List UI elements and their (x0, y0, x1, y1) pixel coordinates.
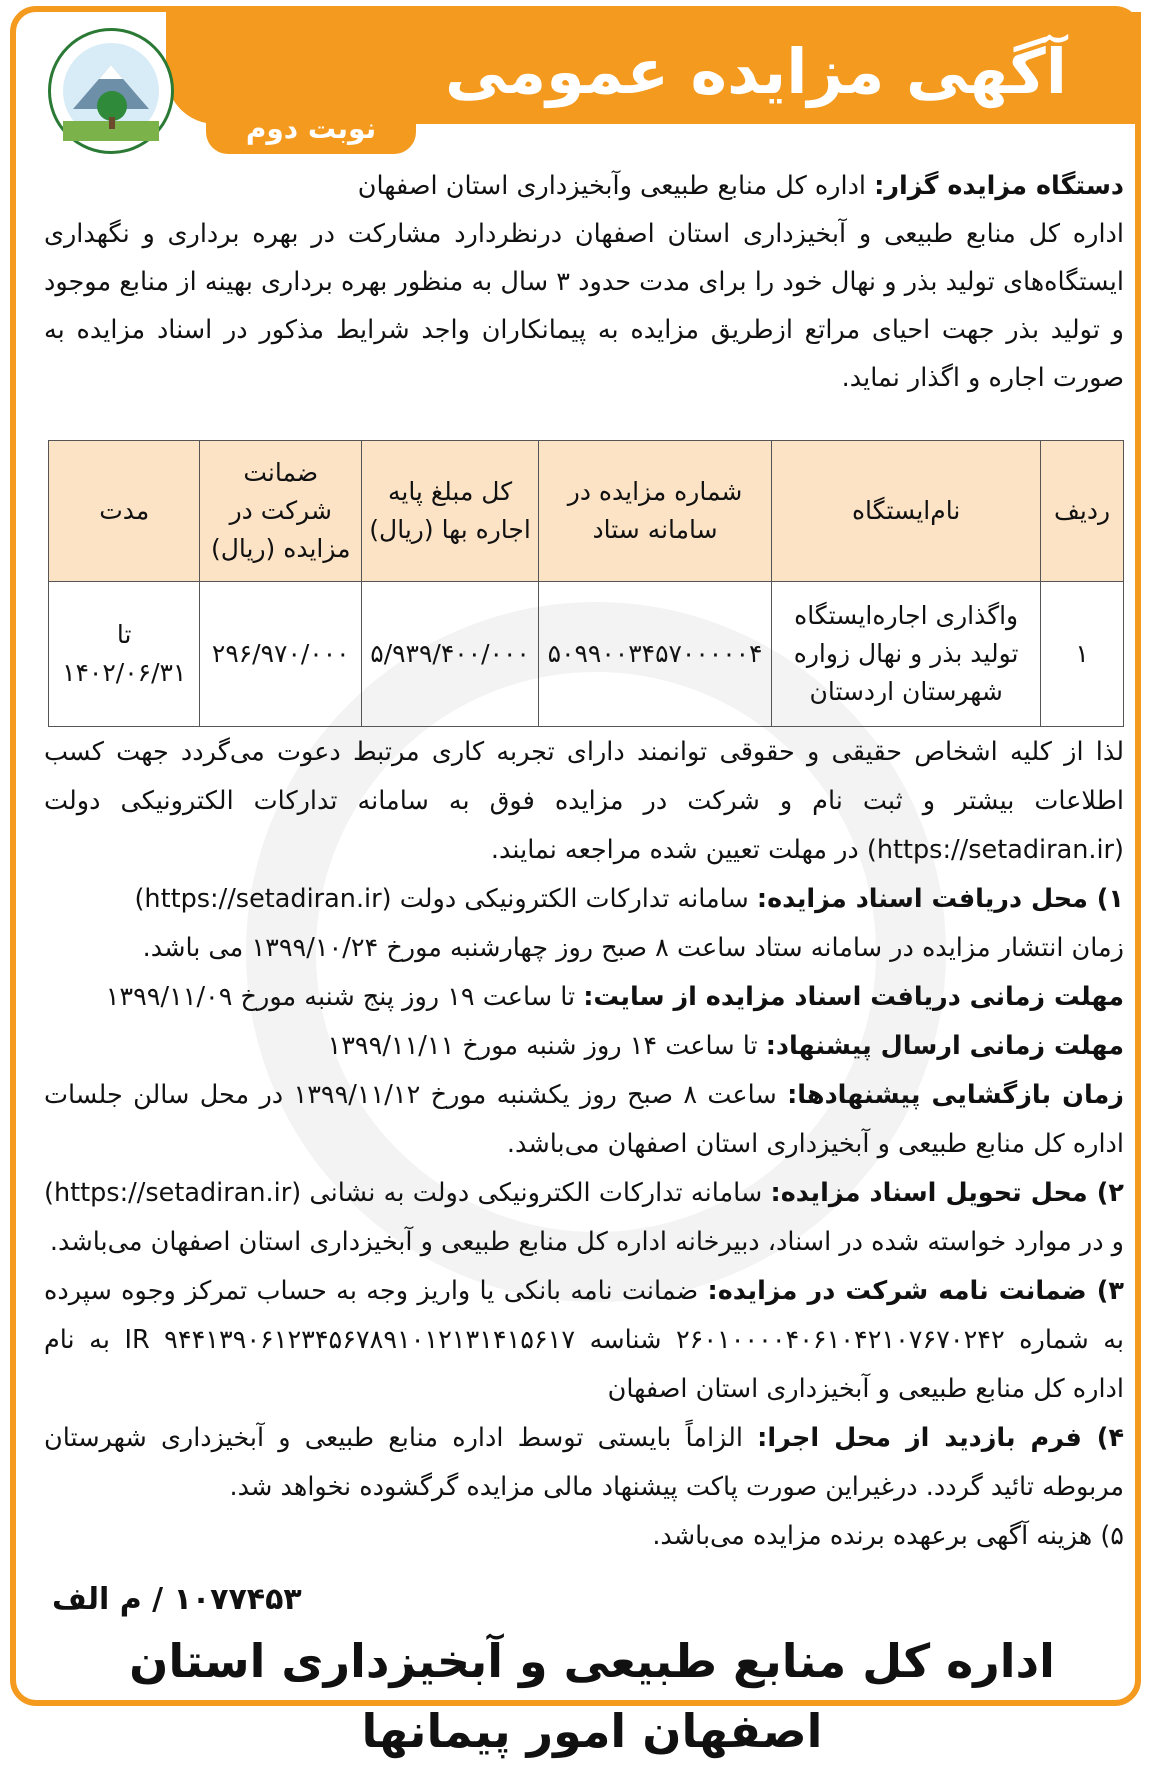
publish-line: زمان انتشار مزایده در سامانه ستاد ساعت ۸ صبح روز چهارشنبه مورخ ۱۳۹۹/۱۰/۲۴ می باشد. (142, 933, 1124, 963)
deadline-docs-value: تا ساعت ۱۹ روز پنج شنبه مورخ ۱۳۹۹/۱۱/۰۹ (105, 982, 576, 1012)
intro-section (44, 162, 1124, 402)
ad-title: آگهی مزایده عمومی (445, 35, 1067, 108)
cell-auction-no: ۵۰۹۹۰۰۳۴۵۷۰۰۰۰۰۴ (539, 582, 772, 727)
item2-value: سامانه تدارکات الکترونیکی دولت به نشانی (https://setadiran.ir) و در موارد خواسته شده در اسناد، دبیرخانه اداره کل منابع طبیعی و آبخیزداری استان اصفهان می‌باشد. (44, 1178, 1124, 1257)
organization-logo-icon (48, 28, 174, 154)
round-badge: نوبت دوم (206, 104, 416, 154)
cell-guarantee: ۲۹۶/۹۷۰/۰۰۰ (200, 582, 362, 727)
table-row (49, 582, 1124, 727)
item3-label: ۳) ضمانت نامه شرکت در مزایده: (707, 1276, 1124, 1306)
item5-text: ۵) هزینه آگهی برعهده برنده مزایده می‌باشد. (652, 1521, 1124, 1551)
footer-organization: اداره کل منابع طبیعی و آبخیزداری استان اصفهان امور پیمانها (129, 1634, 1055, 1758)
cell-base-price: ۵/۹۳۹/۴۰۰/۰۰۰ (362, 582, 539, 727)
item1-value: سامانه تدارکات الکترونیکی دولت (https://setadiran.ir) (134, 884, 749, 914)
deadline-offer-value: تا ساعت ۱۴ روز شنبه مورخ ۱۳۹۹/۱۱/۱۱ (327, 1031, 758, 1061)
col-guarantee: ضمانت شرکت در مزایده (ریال) (200, 441, 362, 582)
col-station: نام‌ایستگاه (772, 441, 1041, 582)
cell-row: ۱ (1041, 582, 1124, 727)
reference-number: ۱۰۷۷۴۵۳ / م الف (52, 1582, 302, 1617)
deadline-offer-label: مهلت زمانی ارسال پیشنهاد: (765, 1031, 1124, 1061)
item1-label: ۱) محل دریافت اسناد مزایده: (756, 884, 1124, 914)
col-row: ردیف (1041, 441, 1124, 582)
table-header-row (49, 441, 1124, 582)
conditions-section (44, 728, 1124, 1561)
invite-paragraph: لذا از کلیه اشخاص حقیقی و حقوقی توانمند دارای تجربه کاری مرتبط دعوت می‌گردد جهت کسب اطلاعات بیشتر و ثبت نام و شرکت در مزایده فوق به سامانه تدارکات الکترونیکی دولت (https://setadiran.ir) در مهلت تعیین شده مراجعه نمایند. (44, 737, 1124, 865)
item4-value: الزاماً بایستی توسط اداره منابع طبیعی و آبخیزداری شهرستان مربوطه تائید گردد. درغیراین صورت پاکت پیشنهاد مالی مزایده گرگشوده نخواهد شد. (44, 1423, 1124, 1502)
cell-station: واگذاری اجاره‌ایستگاه تولید بذر و نهال زواره شهرستان اردستان (772, 582, 1041, 727)
opening-label: زمان بازگشایی پیشنهادها: (787, 1080, 1124, 1110)
intro-description: اداره کل منابع طبیعی و آبخیزداری استان اصفهان درنظردارد مشارکت در بهره برداری و نگهداری ایستگاه‌های تولید بذر و نهال خود را برای مدت حدود ۳ سال به منظور بهره برداری بهینه از منابع موجود و تولید بذر جهت احیای مراتع ازطریق مزایده به پیمانکاران واجد شرایط مذکور در اسناد مزایده به صورت اجاره و اگذار نماید. (44, 219, 1124, 393)
item2-label: ۲) محل تحویل اسناد مزایده: (770, 1178, 1124, 1208)
auction-table (48, 440, 1124, 727)
col-auction-no: شماره مزایده در سامانه ستاد (539, 441, 772, 582)
opening-value: ساعت ۸ صبح روز یکشنبه مورخ ۱۳۹۹/۱۱/۱۲ در محل سالن جلسات اداره کل منابع طبیعی و آبخیزداری استان اصفهان می‌باشد. (44, 1080, 1124, 1159)
auctioneer-label: دستگاه مزایده گزار: (874, 171, 1124, 201)
item4-label: ۴) فرم بازدید از محل اجرا: (757, 1423, 1125, 1453)
item3-value: ضمانت نامه بانکی یا واریز وجه به حساب تمرکز وجوه سپرده به شماره ۲۶۰۱۰۰۰۰۴۰۶۱۰۴۲۱۰۷۶۷۰۲۴۲ شناسه IR ۹۴۴۱۳۹۰۶۱۲۳۴۵۶۷۸۹۱۰۱۲۱۳۱۴۱۵۶۱۷ به نام اداره کل منابع طبیعی و آبخیزداری استان اصفهان (44, 1276, 1124, 1404)
cell-duration: تا ۱۴۰۲/۰۶/۳۱ (49, 582, 200, 727)
col-base-price: کل مبلغ پایه اجاره بها (ریال) (362, 441, 539, 582)
ad-frame (10, 6, 1141, 1758)
col-duration: مدت (49, 441, 200, 582)
deadline-docs-label: مهلت زمانی دریافت اسناد مزایده از سایت: (583, 982, 1124, 1012)
auctioneer-value: اداره کل منابع طبیعی وآبخیزداری استان اصفهان (357, 171, 867, 201)
